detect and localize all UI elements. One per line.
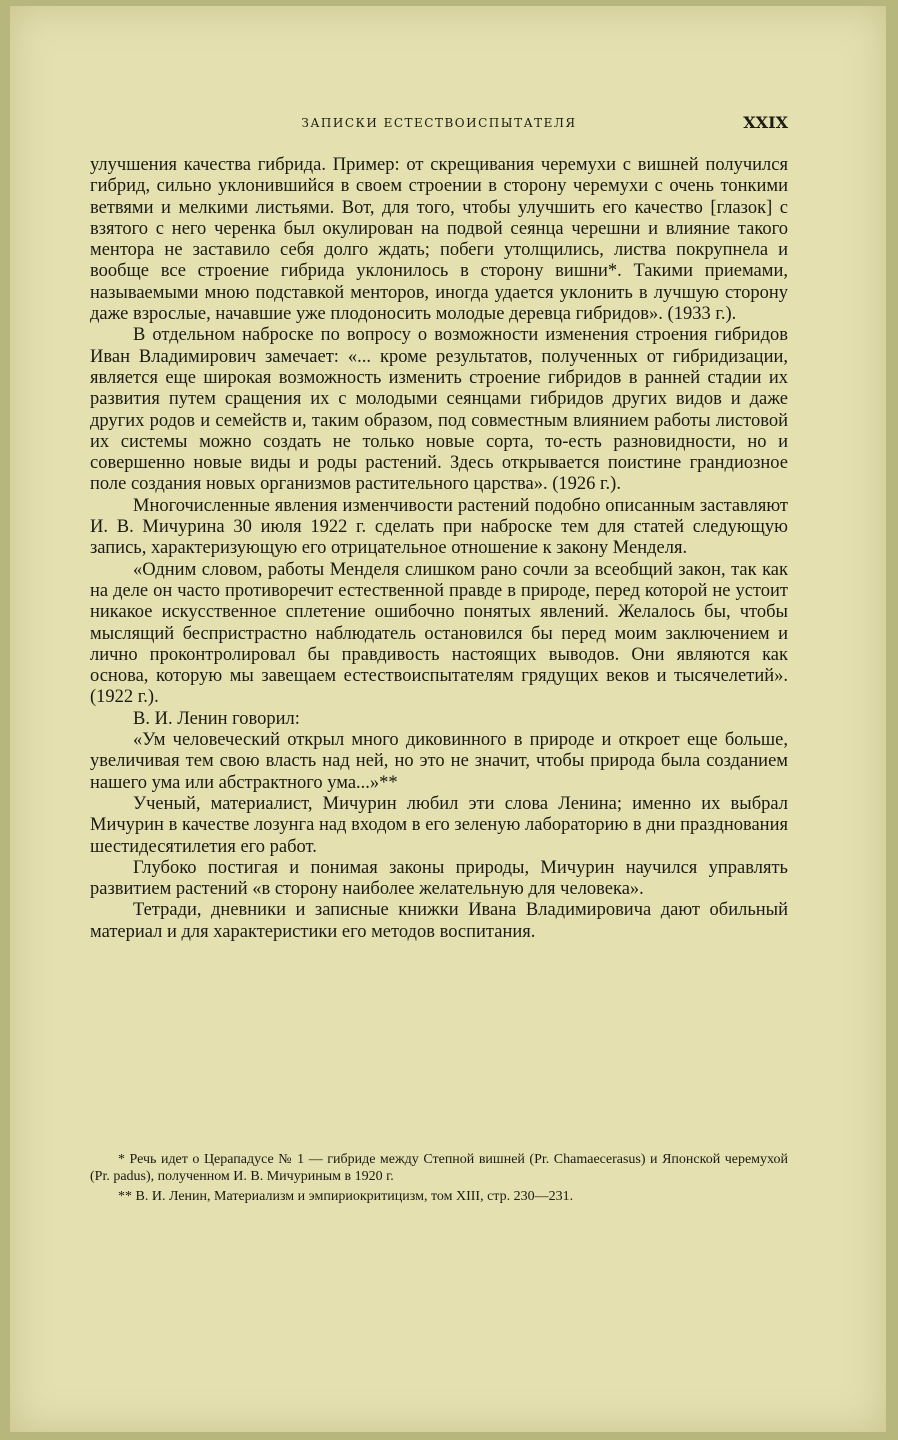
paragraph: «Ум человеческий открыл много диковинного в природе и откроет еще больше, увеличивая тем свою власть над ней, но это не значит, чтобы природа была созданием нашего ума или абстрактного ума...»**: [90, 730, 788, 793]
page-header: [90, 113, 788, 135]
footnote: ** В. И. Ленин, Материализм и эмпириокритицизм, том XIII, стр. 230—231.: [118, 1189, 574, 1204]
paragraph: «Одним словом, работы Менделя слишком рано сочли за всеобщий закон, так как на деле он часто противоречит естественной правде в природе, перед которой не устоит никакое искусственное сплетение ошибочно понятых явлений. Желалось бы, чтобы мыслящий беспристрастно наблюдатель остановился бы перед моим заключением и лично проконтролировал бы правдивость настоящих выводов. Они являются как основа, которую мы завещаем естествоиспытателям грядущих веков и тысячелетий». (1922 г.).: [90, 559, 788, 708]
running-title: ЗАПИСКИ ЕСТЕСТВОИСПЫТАТЕЛЯ: [301, 116, 577, 130]
footnote: * Речь идет о Церападусе № 1 — гибриде между Степной вишней (Pr. Chamaecerasus) и Японской черемухой (Pr. padus), полученном И. В. Мичуриным в 1920 г.: [90, 1152, 788, 1184]
main-text: [90, 155, 788, 943]
paragraph: Тетради, дневники и записные книжки Ивана Владимировича дают обильный материал и для характеристики его методов воспитания.: [90, 900, 788, 942]
paragraph: В. И. Ленин говорил:: [133, 708, 300, 729]
paragraph: В отдельном наброске по вопросу о возможности изменения строения гибридов Иван Владимирович замечает: «... кроме результатов, полученных от гибридизации, является еще широкая возможность изменить строение гибридов в ранней стадии их развития путем сращения их с молодыми сеянцами гибридов других видов и даже других родов и семейств и, таким образом, под совместным влиянием работы листовой их системы можно создать не только новые сорта, то-есть разновидности, но и совершенно новые виды и роды растений. Здесь открывается поистине грандиозное поле создания новых организмов растительного царства». (1926 г.).: [90, 325, 788, 495]
paragraph: Ученый, материалист, Мичурин любил эти слова Ленина; именно их выбрал Мичурин в качестве лозунга над входом в его зеленую лабораторию в дни празднования шестидесятилетия его работ.: [90, 793, 788, 857]
footnotes: [90, 1152, 788, 1210]
paragraph: Глубоко постигая и понимая законы природы, Мичурин научился управлять развитием растений «в сторону наиболее желательную для человека».: [90, 857, 788, 900]
paragraph: улучшения качества гибрида. Пример: от скрещивания черемухи с вишней получился гибрид, сильно уклонившийся в своем строении в сторону черемухи с очень тонкими ветвями и мелкими листьями. Вот, для того, чтобы улучшить его качество [глазок] с взятого с него черенка был окулирован на подвой сеянца черешни и влияние такого ментора не заставило себя долго ждать; побеги утолщились, листва покрупнела и вообще все строение гибрида уклонилось в сторону вишни*. Такими приемами, называемыми мною подставкой менторов, иногда удается уклонить в лучшую сторону даже взрослые, начавшие уже плодоносить молодые деревца гибридов». (1933 г.).: [90, 155, 788, 325]
paragraph: Многочисленные явления изменчивости растений подобно описанным заставляют И. В. Мичурина 30 июля 1922 г. сделать при наброске тем для статей следующую запись, характеризующую его отрицательное отношение к закону Менделя.: [90, 495, 788, 559]
page-number: XXIX: [743, 113, 788, 132]
